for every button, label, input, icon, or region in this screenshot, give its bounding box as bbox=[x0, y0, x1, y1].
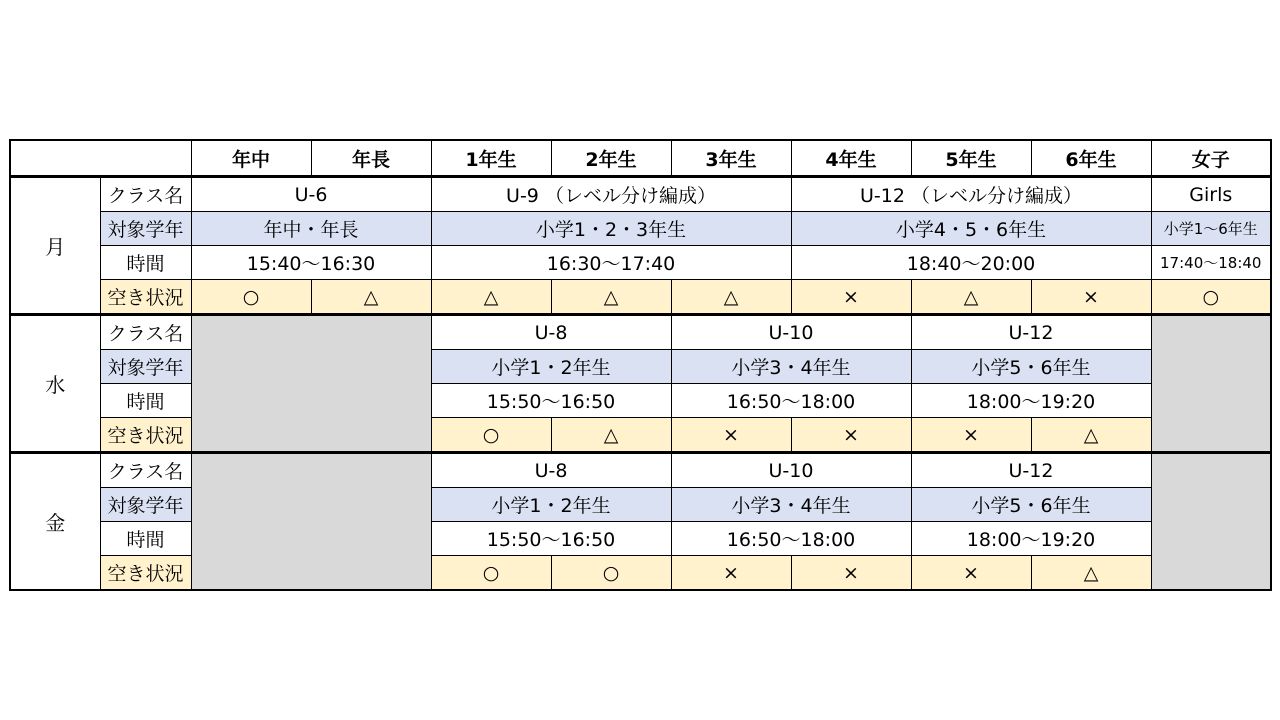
target-cell: 年中・年長 bbox=[191, 212, 431, 246]
grade-header: 5年生 bbox=[911, 140, 1031, 177]
grade-header: 1年生 bbox=[431, 140, 551, 177]
grade-header: 6年生 bbox=[1031, 140, 1151, 177]
status-cell: △ bbox=[1031, 556, 1151, 591]
schedule-table bbox=[9, 139, 1272, 591]
status-cell: × bbox=[791, 418, 911, 453]
class-cell: U-12 （レベル分け編成） bbox=[791, 177, 1151, 212]
time-cell: 16:50～18:00 bbox=[671, 522, 911, 556]
grade-header: 女子 bbox=[1151, 140, 1271, 177]
grade-header: 年中 bbox=[191, 140, 311, 177]
status-cell: △ bbox=[311, 280, 431, 315]
header-row bbox=[10, 140, 1271, 177]
row-label-time: 時間 bbox=[100, 522, 191, 556]
row-label-class: クラス名 bbox=[100, 177, 191, 212]
target-cell: 小学3・4年生 bbox=[671, 350, 911, 384]
target-cell: 小学1・2年生 bbox=[431, 488, 671, 522]
time-cell: 16:30～17:40 bbox=[431, 246, 791, 280]
class-cell: U-12 bbox=[911, 453, 1151, 488]
row-label-time: 時間 bbox=[100, 384, 191, 418]
time-cell: 17:40～18:40 bbox=[1151, 246, 1271, 280]
class-cell: U-10 bbox=[671, 453, 911, 488]
target-cell: 小学4・5・6年生 bbox=[791, 212, 1151, 246]
row-label-target: 対象学年 bbox=[100, 488, 191, 522]
status-cell: × bbox=[671, 418, 791, 453]
status-cell: × bbox=[1031, 280, 1151, 315]
row-label-status: 空き状況 bbox=[100, 418, 191, 453]
grade-header: 3年生 bbox=[671, 140, 791, 177]
empty-block bbox=[1151, 453, 1271, 591]
status-cell: ○ bbox=[551, 556, 671, 591]
empty-block bbox=[191, 453, 431, 591]
row-label-target: 対象学年 bbox=[100, 212, 191, 246]
time-cell: 15:50～16:50 bbox=[431, 384, 671, 418]
mon-class-row bbox=[10, 177, 1271, 212]
status-cell: △ bbox=[1031, 418, 1151, 453]
status-cell: △ bbox=[911, 280, 1031, 315]
target-cell: 小学5・6年生 bbox=[911, 350, 1151, 384]
status-cell: △ bbox=[431, 280, 551, 315]
status-cell: × bbox=[911, 556, 1031, 591]
status-cell: △ bbox=[551, 280, 671, 315]
status-cell: ○ bbox=[191, 280, 311, 315]
status-cell: ○ bbox=[431, 556, 551, 591]
row-label-status: 空き状況 bbox=[100, 556, 191, 591]
target-cell: 小学1・2年生 bbox=[431, 350, 671, 384]
status-cell: × bbox=[791, 280, 911, 315]
time-cell: 18:40～20:00 bbox=[791, 246, 1151, 280]
status-cell: △ bbox=[671, 280, 791, 315]
class-cell: U-9 （レベル分け編成） bbox=[431, 177, 791, 212]
grade-header: 4年生 bbox=[791, 140, 911, 177]
status-cell: × bbox=[911, 418, 1031, 453]
row-label-time: 時間 bbox=[100, 246, 191, 280]
time-cell: 18:00～19:20 bbox=[911, 384, 1151, 418]
time-cell: 18:00～19:20 bbox=[911, 522, 1151, 556]
empty-block bbox=[191, 315, 431, 453]
row-label-class: クラス名 bbox=[100, 453, 191, 488]
empty-block bbox=[1151, 315, 1271, 453]
status-cell: △ bbox=[551, 418, 671, 453]
status-cell: × bbox=[671, 556, 791, 591]
mon-time-row bbox=[10, 246, 1271, 280]
time-cell: 15:40～16:30 bbox=[191, 246, 431, 280]
grade-header: 2年生 bbox=[551, 140, 671, 177]
target-cell: 小学1～6年生 bbox=[1151, 212, 1271, 246]
class-cell: U-6 bbox=[191, 177, 431, 212]
mon-target-row bbox=[10, 212, 1271, 246]
corner-cell bbox=[10, 140, 191, 177]
status-cell: ○ bbox=[431, 418, 551, 453]
target-cell: 小学1・2・3年生 bbox=[431, 212, 791, 246]
wed-class-row bbox=[10, 315, 1271, 350]
fri-class-row bbox=[10, 453, 1271, 488]
day-label-fri: 金 bbox=[10, 453, 100, 591]
class-cell: U-10 bbox=[671, 315, 911, 350]
row-label-class: クラス名 bbox=[100, 315, 191, 350]
row-label-target: 対象学年 bbox=[100, 350, 191, 384]
class-cell: U-8 bbox=[431, 453, 671, 488]
row-label-status: 空き状況 bbox=[100, 280, 191, 315]
day-label-mon: 月 bbox=[10, 177, 100, 315]
grade-header: 年長 bbox=[311, 140, 431, 177]
class-cell: U-12 bbox=[911, 315, 1151, 350]
day-label-wed: 水 bbox=[10, 315, 100, 453]
target-cell: 小学3・4年生 bbox=[671, 488, 911, 522]
mon-status-row bbox=[10, 280, 1271, 315]
status-cell: × bbox=[791, 556, 911, 591]
target-cell: 小学5・6年生 bbox=[911, 488, 1151, 522]
class-cell: U-8 bbox=[431, 315, 671, 350]
status-cell: ○ bbox=[1151, 280, 1271, 315]
class-cell: Girls bbox=[1151, 177, 1271, 212]
time-cell: 16:50～18:00 bbox=[671, 384, 911, 418]
time-cell: 15:50～16:50 bbox=[431, 522, 671, 556]
